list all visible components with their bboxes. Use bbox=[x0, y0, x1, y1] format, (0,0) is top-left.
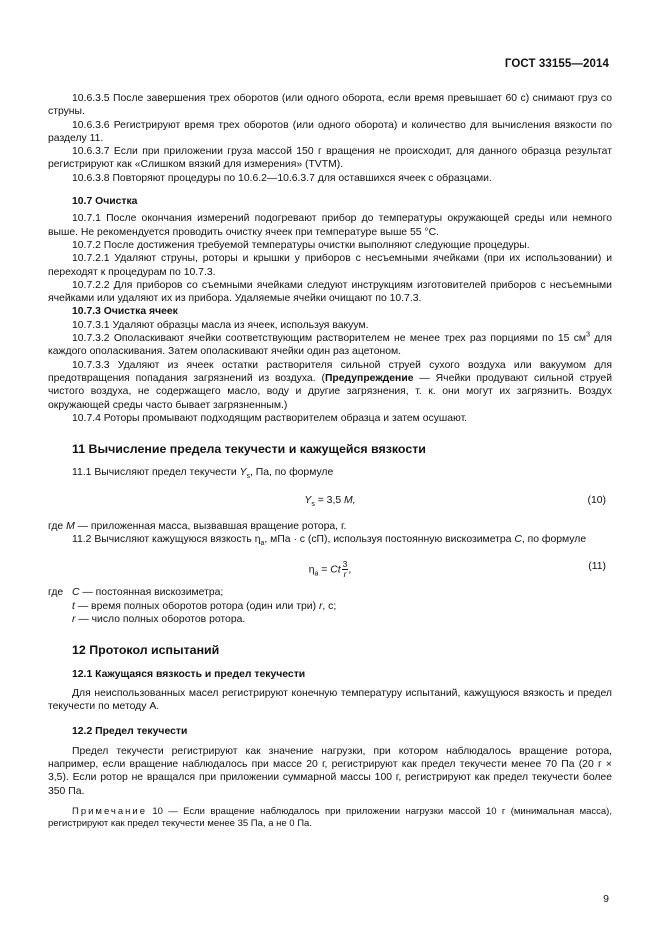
formula-10-legend: где M — приложенная масса, вызвавшая вращение ротора, г. bbox=[48, 520, 347, 532]
note-label: Примечание bbox=[72, 805, 147, 817]
paragraph-10-7-2-2: 10.7.2.2 Для приборов со съемными ячейками следуют инструкциям изготовителей приборов с несъемными ячейками или удаляют их из прибора. Удаляемые ячейки очищают по 10.7.3. bbox=[48, 279, 612, 305]
legend-row-r: r — число полных оборотов ротора. bbox=[72, 613, 246, 625]
page-content bbox=[48, 92, 612, 830]
paragraph-12-2: Предел текучести регистрируют как значение нагрузки, при котором наблюдалось вращение ротора, например, если вращение наблюдалось при массе 20 г, регистрируют как предел текучести менее 70 Па (20 г × 3,5). Если ротор не вращался при приложении суммарной массы 100 г, регистрируют как предел текучести более 350 Па. bbox=[48, 745, 612, 797]
paragraph-10-7-3-2: 10.7.3.2 Ополаскивают ячейки соответствующим растворителем не менее трех раз порциями по 15 $см^3$ для каждого ополаскивания. Затем ополаскивают ячейки один раз ацетоном. bbox=[48, 331, 613, 358]
paragraph-10-7-2-1: 10.7.2.1 Удаляют струны, роторы и крышки у приборов с несъемными ячейками (при их использовании) и переходят к процедурам по 10.7.3. bbox=[48, 253, 612, 278]
formula-11-expression: $\eta_a = Ct$ $\frac{3}{r}$ , bbox=[308, 559, 352, 580]
fraction: $\frac{3}{r}$ bbox=[342, 559, 348, 580]
paragraph-11-2: 11.2 Вычисляют кажущуюся вязкость $\eta_a$, мПа · с (сП), используя постоянную вискозиметра C, по формуле bbox=[72, 534, 587, 548]
paragraph-10-7-3-1: 10.7.3.1 Удаляют образцы масла из ячеек, используя вакуум. bbox=[72, 319, 369, 331]
paragraph-12-1: Для неиспользованных масел регистрируют конечную температуру испытаний, кажущуюся вязкость и предел текучести по методу А. bbox=[48, 687, 612, 713]
paragraph-10-7-1: 10.7.1 После окончания измерений подогревают прибор до температуры окружающей среды или немного выше. Не рекомендуется проводить очистку ячеек при температуре выше 55 °С. bbox=[48, 213, 612, 238]
heading-section-12: 12 Протокол испытаний bbox=[72, 643, 220, 658]
legend-row-t: t — время полных оборотов ротора (один или три) r, с; bbox=[72, 600, 337, 612]
paragraph-10-7-2: 10.7.2 После достижения требуемой температуры очистки выполняют следующие процедуры. bbox=[72, 239, 530, 251]
formula-10-number: (10) bbox=[587, 494, 606, 506]
formula-10-expression: $Y_s = 3,5$ M, bbox=[304, 494, 356, 508]
legend-row-c: где C — постоянная вискозиметра; bbox=[48, 587, 224, 599]
paragraph-10-6-3-6: 10.6.3.6 Регистрируют время трех оборотов (или одного оборота) и количество для вычисления вязкости по разделу 11. bbox=[48, 119, 612, 144]
heading-10-7-3: 10.7.3 Очистка ячеек bbox=[72, 306, 178, 318]
paragraph-10-6-3-8: 10.6.3.8 Повторяют процедуры по 10.6.2—10.6.3.7 для оставшихся ячеек с образцами. bbox=[72, 172, 492, 184]
formula-11-number: (11) bbox=[588, 561, 606, 573]
warning-label: Предупреждение bbox=[324, 372, 414, 384]
paragraph-10-7-3-3: 10.7.3.3 Удаляют из ячеек остатки растворителя сильной струей сухого воздуха или вакуумом для предотвращения попадания загрязнений из воздуха. (Предупреждение — Ячейки продувают сильной струей чистого воздуха, не содержащего масло, воду и другие загрязнения, т. к. они могут их загрязнить. Воздух окружающей среды часто бывает загрязненным.) bbox=[48, 359, 612, 411]
heading-12-1: 12.1 Кажущаяся вязкость и предел текучести bbox=[72, 668, 306, 680]
paragraph-10-7-4: 10.7.4 Роторы промывают подходящим растворителем образца и затем осушают. bbox=[72, 412, 468, 424]
heading-10-7: 10.7 Очистка bbox=[72, 196, 138, 208]
formula-11-legend bbox=[48, 586, 612, 626]
heading-12-2: 12.2 Предел текучести bbox=[72, 726, 188, 738]
paragraph-10-6-3-5: 10.6.3.5 После завершения трех оборотов (или одного оборота, если время превышает 60 с) снимают груз со струны. bbox=[48, 93, 612, 118]
paragraph-11-1: 11.1 Вычисляют предел текучести $Y_s$, Па, по формуле bbox=[72, 467, 334, 481]
formula-10 bbox=[48, 486, 612, 516]
page-number: 9 bbox=[603, 893, 609, 905]
formula-11 bbox=[48, 552, 612, 582]
note-10: Примечание 10 — Если вращение наблюдалось при приложении нагрузки массой 10 г (минимальная масса), регистрируют как предел текучести менее 35 Па, а не 0 Па. bbox=[48, 805, 612, 829]
document-standard-id: ГОСТ 33155—2014 bbox=[504, 58, 609, 70]
heading-section-11: 11 Вычисление предела текучести и кажущейся вязкости bbox=[72, 442, 426, 457]
paragraph-10-6-3-7: 10.6.3.7 Если при приложении груза массой 150 г вращения не происходит, для данного образца результат регистрируют как «Слишком вязкий для измерения» (TVTM). bbox=[48, 146, 612, 171]
